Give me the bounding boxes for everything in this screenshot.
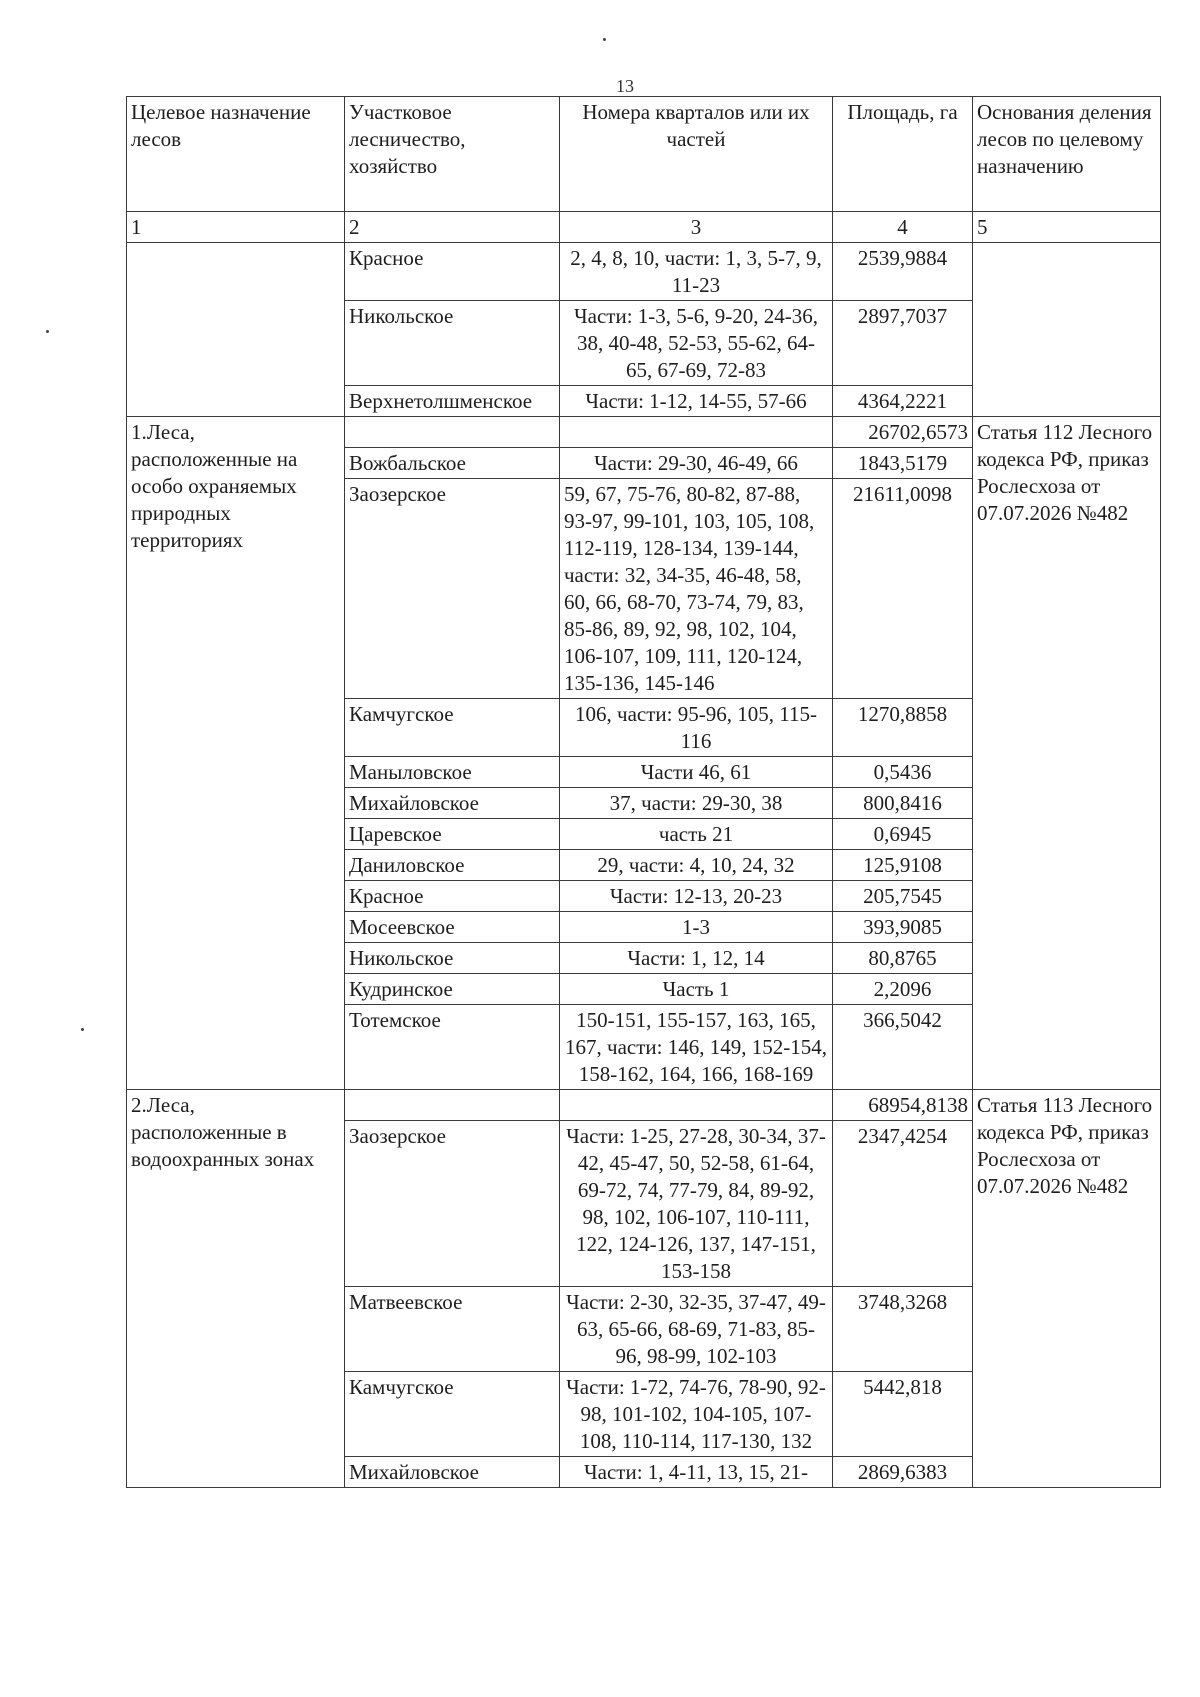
purpose-cell: 2.Леса, расположенные в водоохранных зонах — [127, 1090, 345, 1488]
quarters-cell: 37, части: 29-30, 38 — [560, 788, 833, 819]
forestry-cell: Кудринское — [345, 974, 560, 1005]
area-cell: 5442,818 — [833, 1372, 973, 1457]
quarters-cell: Части: 1, 4-11, 13, 15, 21- — [560, 1457, 833, 1488]
area-cell: 2869,6383 — [833, 1457, 973, 1488]
area-cell: 0,6945 — [833, 819, 973, 850]
quarters-cell: Части: 1-12, 14-55, 57-66 — [560, 386, 833, 417]
quarters-cell: Части: 12-13, 20-23 — [560, 881, 833, 912]
area-cell: 3748,3268 — [833, 1287, 973, 1372]
forestry-cell: Заозерское — [345, 479, 560, 699]
area-cell: 205,7545 — [833, 881, 973, 912]
quarters-empty — [560, 417, 833, 448]
area-cell: 2,2096 — [833, 974, 973, 1005]
area-cell: 1843,5179 — [833, 448, 973, 479]
colnum-3: 3 — [560, 212, 833, 243]
quarters-cell: Части: 1-72, 74-76, 78-90, 92-98, 101-102, 104-105, 107-108, 110-114, 117-130, 132 — [560, 1372, 833, 1457]
purpose-cell: 1.Леса, расположенные на особо охраняемых природных территориях — [127, 417, 345, 1090]
forestry-cell: Верхнетолшменское — [345, 386, 560, 417]
colnum-1: 1 — [127, 212, 345, 243]
total-area-cell: 68954,8138 — [833, 1090, 973, 1121]
forestry-cell: Даниловское — [345, 850, 560, 881]
quarters-cell: часть 21 — [560, 819, 833, 850]
forestry-cell: Никольское — [345, 943, 560, 974]
header-basis: Основания деления лесов по целевому назначению — [973, 97, 1161, 212]
colnum-5: 5 — [973, 212, 1161, 243]
quarters-cell: Части 46, 61 — [560, 757, 833, 788]
basis-cell: Статья 112 Лесного кодекса РФ, приказ Рослесхоза от 07.07.2026 №482 — [973, 417, 1161, 1090]
forestry-cell: Маныловское — [345, 757, 560, 788]
forestry-cell: Вожбальское — [345, 448, 560, 479]
colnum-2: 2 — [345, 212, 560, 243]
quarters-cell: Части: 1-3, 5-6, 9-20, 24-36, 38, 40-48, 52-53, 55-62, 64-65, 67-69, 72-83 — [560, 301, 833, 386]
forestry-cell: Михайловское — [345, 1457, 560, 1488]
scan-speck — [46, 330, 49, 333]
forestry-cell: Камчугское — [345, 699, 560, 757]
quarters-cell: Части: 29-30, 46-49, 66 — [560, 448, 833, 479]
purpose-empty — [127, 243, 345, 417]
quarters-cell: Части: 2-30, 32-35, 37-47, 49-63, 65-66, 68-69, 71-83, 85-96, 98-99, 102-103 — [560, 1287, 833, 1372]
header-forestry: Участковое лесничество, хозяйство — [345, 97, 560, 212]
area-cell: 21611,0098 — [833, 479, 973, 699]
colnum-4: 4 — [833, 212, 973, 243]
forest-purpose-table — [126, 96, 1161, 1488]
quarters-cell: Части: 1, 12, 14 — [560, 943, 833, 974]
basis-empty — [973, 243, 1161, 417]
quarters-cell: Части: 1-25, 27-28, 30-34, 37-42, 45-47, 50, 52-58, 61-64, 69-72, 74, 77-79, 84, 89-92, 98, 102, 106-107, 110-111, 122, 124-126, 137, 147-151, 153-158 — [560, 1121, 833, 1287]
column-number-row — [127, 212, 1161, 243]
quarters-cell: Часть 1 — [560, 974, 833, 1005]
header-area: Площадь, га — [833, 97, 973, 212]
table-row — [127, 1090, 1161, 1121]
quarters-cell: 1-3 — [560, 912, 833, 943]
forestry-cell: Камчугское — [345, 1372, 560, 1457]
area-cell: 800,8416 — [833, 788, 973, 819]
forestry-empty — [345, 417, 560, 448]
forestry-cell: Заозерское — [345, 1121, 560, 1287]
scan-speck — [603, 38, 606, 41]
area-cell: 393,9085 — [833, 912, 973, 943]
area-cell: 2347,4254 — [833, 1121, 973, 1287]
area-cell: 2897,7037 — [833, 301, 973, 386]
quarters-cell: 106, части: 95-96, 105, 115-116 — [560, 699, 833, 757]
forestry-cell: Мосеевское — [345, 912, 560, 943]
area-cell: 4364,2221 — [833, 386, 973, 417]
scan-speck — [81, 1028, 84, 1031]
basis-cell: Статья 113 Лесного кодекса РФ, приказ Рослесхоза от 07.07.2026 №482 — [973, 1090, 1161, 1488]
quarters-cell: 29, части: 4, 10, 24, 32 — [560, 850, 833, 881]
area-cell: 366,5042 — [833, 1005, 973, 1090]
forestry-cell: Тотемское — [345, 1005, 560, 1090]
quarters-empty — [560, 1090, 833, 1121]
quarters-cell: 59, 67, 75-76, 80-82, 87-88, 93-97, 99-101, 103, 105, 108, 112-119, 128-134, 139-144, части: 32, 34-35, 46-48, 58, 60, 66, 68-70, 73-74, 79, 83, 85-86, 89, 92, 98, 102, 104, 106-107, 109, 111, 120-124, 135-136, 145-146 — [560, 479, 833, 699]
page-number: 13 — [616, 76, 634, 96]
area-cell: 80,8765 — [833, 943, 973, 974]
header-purpose: Целевое назначение лесов — [127, 97, 345, 212]
table-row — [127, 417, 1161, 448]
table-header-row — [127, 97, 1161, 212]
area-cell: 1270,8858 — [833, 699, 973, 757]
forestry-cell: Царевское — [345, 819, 560, 850]
forestry-cell: Михайловское — [345, 788, 560, 819]
forestry-cell: Красное — [345, 243, 560, 301]
forestry-cell: Никольское — [345, 301, 560, 386]
table-row — [127, 243, 1161, 301]
forestry-empty — [345, 1090, 560, 1121]
quarters-cell: 150-151, 155-157, 163, 165, 167, части: 146, 149, 152-154, 158-162, 164, 166, 168-169 — [560, 1005, 833, 1090]
total-area-cell: 26702,6573 — [833, 417, 973, 448]
area-cell: 125,9108 — [833, 850, 973, 881]
forestry-cell: Красное — [345, 881, 560, 912]
forestry-cell: Матвеевское — [345, 1287, 560, 1372]
header-quarters: Номера кварталов или их частей — [560, 97, 833, 212]
quarters-cell: 2, 4, 8, 10, части: 1, 3, 5-7, 9, 11-23 — [560, 243, 833, 301]
area-cell: 2539,9884 — [833, 243, 973, 301]
area-cell: 0,5436 — [833, 757, 973, 788]
